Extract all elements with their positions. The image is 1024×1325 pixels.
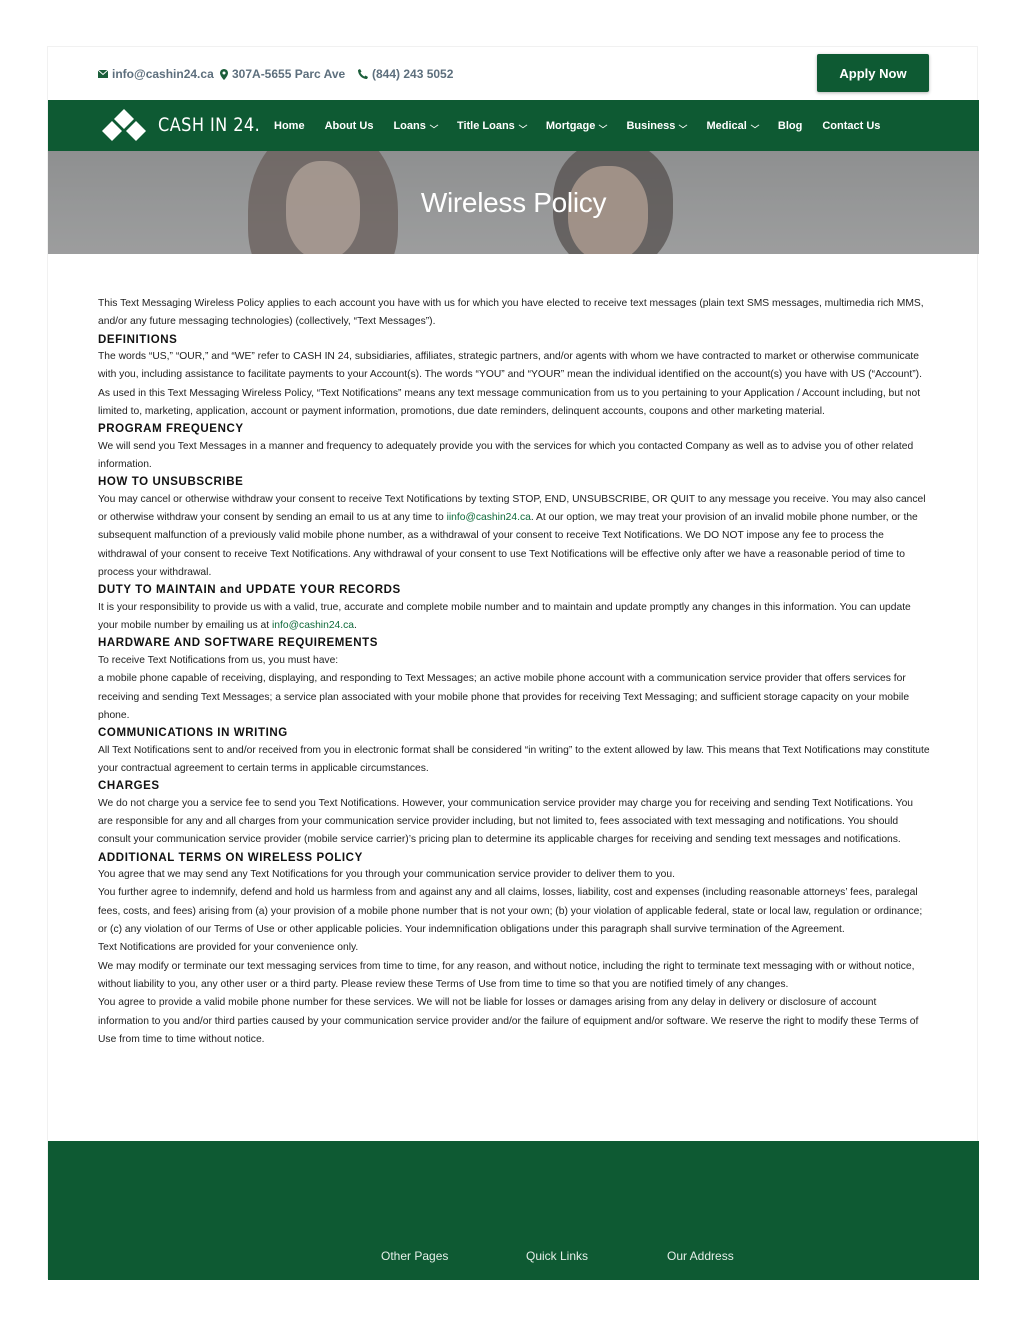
nav-item-label: Mortgage [545,119,596,132]
contact-email[interactable] [98,67,214,81]
chevron-down-icon: ⌵ [429,120,439,130]
unsubscribe-email-link[interactable]: iinfo@cashin24.ca [446,512,531,524]
envelope-icon [98,70,108,78]
nav-item-label: Loans [393,119,426,132]
phone-icon [358,69,368,79]
contact-address [220,67,345,81]
nav-item-medical[interactable] [706,119,760,132]
footer-quick-links-heading: Quick Links [526,1249,589,1263]
additional-text-5: You agree to provide a valid mobile phone number for these services. We will not be liable for losses or damages arising from any delay in delivery or disclosure of account information to you and/or third parties caused by your communication service provider and/or the failure of equipment and/or software. We reserve the right to modify these Terms of Use from time to time without notice. [98,997,919,1045]
writing-text: All Text Notifications sent to and/or received from you in electronic format shall be considered “in writing” to the extent allowed by law. This means that Text Notifications may constitute your contractual agreement to certain terms in applicable circumstances. [98,744,930,774]
duty-heading: DUTY TO MAINTAIN and UPDATE YOUR RECORDS [98,584,401,597]
duty-text [98,599,930,636]
nav-item-about-us[interactable] [325,120,374,132]
top-contact-bar [48,47,979,100]
unsubscribe-text-part1: You may cancel or otherwise withdraw your consent to receive Text Notifications by texting STOP, END, UNSUBSCRIBE, OR QUIT to any message you receive. You may also cancel or otherwise withdraw your consent by sending an email to us at any time to [98,493,926,524]
nav-item-mortgage[interactable] [546,120,607,132]
nav-item-label: Business [626,119,676,132]
nav-item-label: Home [274,119,305,132]
nav-item-label: About Us [324,119,374,132]
chevron-down-icon: ⌵ [750,120,760,130]
definitions-text: The words “US,” “OUR,” and “WE” refer to CASH IN 24, subsidiaries, affiliates, strategic partners, and/or agents with whom we have contracted to market or otherwise communicate with you, including assistance to facilitate payments to your Account(s). The words “YOU” and “YOUR” mean the individual identified on the account(s) you have with US (“Account”). As used in this Text Messaging Wireless Policy, “Text Notifications” means any text message communication from us to you pertaining to your Application / Account including, but not limited to, marketing, application, account or payment information, promotions, due date reminders, delinquent accounts, coupons and other marketing material. [98,351,922,417]
diamond-logo-icon [98,107,150,143]
site-logo[interactable] [98,107,278,143]
unsubscribe-heading: HOW TO UNSUBSCRIBE [98,476,244,489]
chevron-down-icon: ⌵ [518,120,528,130]
chevron-down-icon: ⌵ [679,120,688,130]
footer-other-pages-heading: Other Pages [381,1249,449,1263]
charges-heading: CHARGES [98,780,160,793]
unsubscribe-text [98,491,930,582]
nav-item-label: Contact Us [822,119,881,132]
nav-item-loans[interactable] [393,119,439,132]
nav-item-contact-us[interactable] [822,120,880,132]
nav-item-label: Title Loans [456,119,515,132]
definitions-heading: DEFINITIONS [98,333,178,346]
contact-address-text: 307A-5655 Parc Ave [232,67,346,81]
chevron-down-icon: ⌵ [599,120,608,130]
site-footer [48,1141,979,1280]
contact-phone[interactable] [358,67,453,81]
policy-intro: This Text Messaging Wireless Policy applies to each account you have with us for which you have elected to receive text messages (plain text SMS messages, multimedia rich MMS, and/or any future messaging technologies) (collectively, “Text Messages”). [98,298,924,328]
nav-menu [274,100,880,151]
map-pin-icon [220,69,228,80]
logo-text: CASH IN 24. [158,114,261,136]
nav-item-blog[interactable] [778,120,802,132]
nav-item-business[interactable] [626,120,686,132]
frequency-text: We will send you Text Messages in a manner and frequency to adequately provide you with the services for which you contacted Company as well as to advise you of other related information. [98,440,914,471]
hardware-text-1: To receive Text Notifications from us, you must have: [98,654,339,666]
hardware-heading: HARDWARE AND SOFTWARE REQUIREMENTS [98,637,379,650]
nav-item-title-loans[interactable] [457,120,526,132]
page-title: Wireless Policy [420,187,607,218]
additional-text-2: You further agree to indemnify, defend and hold us harmless from and against any and all claims, losses, liability, cost and expenses (including reasonable attorneys’ fees, paralegal fees, costs, and fees) arising from (a) your provision of a mobile phone number that is not your own; (b) your violation of applicable federal, state or local law, regulation or ordinance; or (c) any violation of our Terms of Use or other applicable policies. Your indemnification obligations under this paragraph shall survive termination of the Agreement. [98,887,923,936]
duty-text-part1: It is your responsibility to provide us with a valid, true, accurate and complete mobile number and to maintain and update promptly any changes in this information. You can update your mobile number by emailing us at [98,601,911,632]
nav-item-label: Medical [706,119,747,132]
apply-now-button[interactable]: Apply Now [817,54,929,92]
additional-text-4: We may modify or terminate our text messaging services from time to time, for any reason, and without notice, including the right to terminate text messaging with or without notice, without liability to you, any other user or a third party. Please review these Terms of Use from time to time so that you are notified timely of any changes. [98,960,915,990]
hero-banner [48,151,979,254]
main-navigation [48,100,979,151]
nav-item-label: Blog [777,119,803,132]
additional-text-1: You agree that we may send any Text Notifications for you through your communication service provider to deliver them to you. [98,869,675,881]
frequency-heading: PROGRAM FREQUENCY [98,423,244,436]
unsubscribe-text-part2: . At our option, we may treat your provision of an invalid mobile phone number, or the subsequent malfunction of a previously valid mobile phone number, as a withdrawal of your consent to receive Text Notifications. We DO NOT impose any fee to process the withdrawal of your consent to receive Text Notifications. Any withdrawal of your consent to use Text Notifications will be effective only after we have a reasonable period of time to process your withdrawal. [98,512,918,579]
charges-text: We do not charge you a service fee to send you Text Notifications. However, your communication service provider may charge you for receiving and sending Text Notifications. You are responsible for any and all charges from your communication service provider including, but not limited to, fees associated with text messaging and notifications. You should consult your communication service provider (mobile service carrier)’s pricing plan to determine its applicable charges for receiving and sending text messages and notifications. [98,797,914,846]
hardware-text-2: a mobile phone capable of receiving, displaying, and responding to Text Messages; an active mobile phone account with a communication service provider that offers services for receiving and sending Text Messages; a service plan associated with your mobile phone that provides for receiving Text Messaging; and sufficient storage capacity on your mobile phone. [98,673,910,721]
additional-text-3: Text Notifications are provided for your convenience only. [98,942,359,954]
contact-email-text[interactable]: info@cashin24.ca [112,67,214,81]
footer-our-address-heading: Our Address [667,1249,734,1263]
policy-content [98,295,930,1049]
page-frame [47,46,978,1279]
contact-phone-text[interactable]: (844) 243 5052 [372,67,454,81]
duty-email-link[interactable]: info@cashin24.ca [272,620,355,632]
writing-heading: COMMUNICATIONS IN WRITING [98,727,288,740]
additional-heading: ADDITIONAL TERMS ON WIRELESS POLICY [98,851,363,864]
nav-item-home[interactable] [274,120,305,132]
duty-text-end: . [354,620,357,632]
